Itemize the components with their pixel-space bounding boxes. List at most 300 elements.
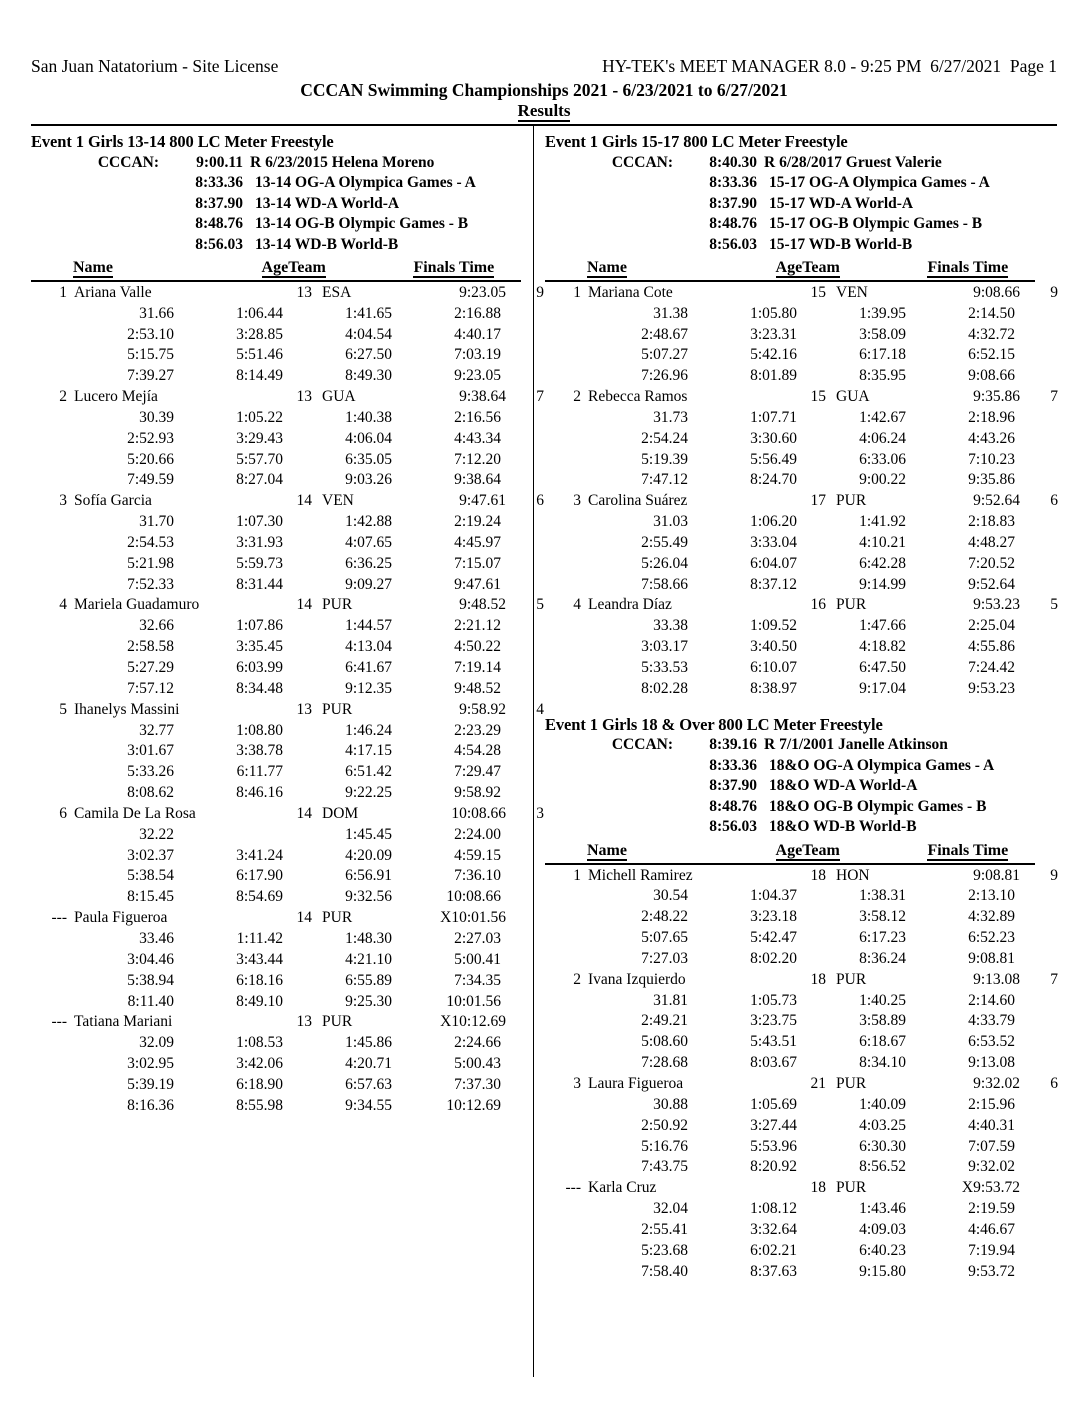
split-row <box>31 929 531 950</box>
split-time: 4:18.82 <box>859 638 906 656</box>
split-time: 4:46.67 <box>968 1220 1015 1238</box>
split-time: 5:39.19 <box>127 1075 174 1093</box>
split-time: 6:18.90 <box>236 1075 283 1093</box>
split-time: 6:04.07 <box>750 554 797 572</box>
swimmer-name: Ivana Izquierdo <box>588 970 686 988</box>
split-time: 2:24.66 <box>454 1034 501 1052</box>
split-time: 4:48.27 <box>968 533 1015 551</box>
split-time: 9:35.86 <box>968 471 1015 489</box>
split-time: 4:50.22 <box>454 638 501 656</box>
split-row <box>545 1137 1045 1158</box>
split-time: 2:16.88 <box>454 304 501 322</box>
standard-description: 18&O OG-A Olympica Games - A <box>769 756 995 774</box>
swimmer-place: 2 <box>573 388 581 406</box>
swimmer-points: 4 <box>536 700 544 718</box>
swimmer-team: PUR <box>322 1013 353 1031</box>
split-time: 4:55.86 <box>968 638 1015 656</box>
split-time: 9:14.99 <box>859 575 906 593</box>
event-block <box>545 131 1058 700</box>
split-time: 2:53.10 <box>127 325 174 343</box>
split-time: 2:21.12 <box>454 617 501 635</box>
split-time: 3:33.04 <box>750 533 797 551</box>
swimmer-points: 5 <box>1050 596 1058 614</box>
split-time: 7:39.27 <box>127 367 174 385</box>
column-header-age-team <box>776 258 886 279</box>
swimmer-place: --- <box>565 1179 581 1197</box>
split-time: 1:08.80 <box>236 721 283 739</box>
standard-label <box>545 817 679 837</box>
standard-row <box>31 235 531 255</box>
split-time: 6:17.18 <box>859 346 906 364</box>
split-time: 5:26.04 <box>641 554 688 572</box>
split-row <box>31 304 531 325</box>
split-time: 6:02.21 <box>750 1241 797 1259</box>
split-time: 1:09.52 <box>750 617 797 635</box>
split-time: 3:28.85 <box>236 325 283 343</box>
split-time: 9:34.55 <box>345 1096 392 1114</box>
split-row <box>545 554 1045 575</box>
event-title: Event 1 Girls 15-17 800 LC Meter Freestyle <box>545 132 848 151</box>
split-time: 3:01.67 <box>127 742 174 760</box>
split-time: 8:37.12 <box>750 575 797 593</box>
split-time: 7:12.20 <box>454 450 501 468</box>
swimmer-name: Rebecca Ramos <box>588 388 688 406</box>
swimmer-place: 5 <box>59 700 67 718</box>
swimmer-age: 21 <box>810 1074 826 1092</box>
split-row <box>31 825 531 846</box>
split-time: 7:20.52 <box>968 554 1015 572</box>
split-time: 4:20.71 <box>345 1055 392 1073</box>
split-time: 6:33.06 <box>859 450 906 468</box>
split-time: 1:07.71 <box>750 408 797 426</box>
split-time: 1:47.66 <box>859 617 906 635</box>
split-time: 8:49.30 <box>345 367 392 385</box>
column-divider <box>533 126 534 1377</box>
swimmer-place: 1 <box>59 283 67 301</box>
split-time: 2:48.67 <box>641 325 688 343</box>
split-time: 9:13.08 <box>968 1054 1015 1072</box>
split-row <box>31 1096 531 1117</box>
swimmer-finals-time: 9:48.52 <box>459 596 506 614</box>
split-time: 10:08.66 <box>446 888 501 906</box>
split-time: 5:56.49 <box>750 450 797 468</box>
split-time: 1:40.09 <box>859 1095 906 1113</box>
swimmer-finals-time: 9:47.61 <box>459 492 506 510</box>
split-time: 5:00.41 <box>454 950 501 968</box>
swimmer-points <box>506 908 544 929</box>
split-time: 1:06.44 <box>236 304 283 322</box>
split-time: 3:02.95 <box>127 1055 174 1073</box>
swimmer-row <box>31 283 544 304</box>
split-row <box>31 533 531 554</box>
split-time: 1:38.31 <box>859 887 906 905</box>
swimmer-finals-time: 9:08.66 <box>973 283 1020 301</box>
split-time: 2:18.96 <box>968 408 1015 426</box>
split-row <box>31 887 531 908</box>
split-time: 2:25.04 <box>968 617 1015 635</box>
split-row <box>31 512 531 533</box>
swimmer-name: Paula Figueroa <box>74 909 168 927</box>
split-time: 4:06.04 <box>345 429 392 447</box>
swimmer-name: Mariana Cote <box>588 283 673 301</box>
split-time: 3:27.44 <box>750 1116 797 1134</box>
split-time: 4:43.34 <box>454 429 501 447</box>
left-column <box>31 131 544 1117</box>
column-header-name-text: Name <box>587 259 627 277</box>
split-time: 1:08.53 <box>236 1034 283 1052</box>
split-time: 7:49.59 <box>127 471 174 489</box>
standard-label <box>31 173 165 193</box>
swimmer-team: GUA <box>322 388 356 406</box>
swimmer-age: 14 <box>296 804 312 822</box>
split-time: 9:38.64 <box>454 471 501 489</box>
swimmer-name: Michell Ramirez <box>588 866 693 884</box>
split-time: 7:37.30 <box>454 1075 501 1093</box>
split-row <box>31 616 531 637</box>
split-time: 5:15.75 <box>127 346 174 364</box>
standard-label <box>545 194 679 214</box>
split-time: 9:23.05 <box>454 367 501 385</box>
standard-description: 15-17 WD-A World-A <box>769 194 914 212</box>
split-time: 1:42.67 <box>859 408 906 426</box>
swimmer-name: Karla Cruz <box>588 1179 657 1197</box>
swimmer-team: PUR <box>836 596 867 614</box>
split-time: 32.77 <box>139 721 174 739</box>
split-row <box>31 992 531 1013</box>
split-row <box>545 658 1045 679</box>
standard-label <box>545 214 679 234</box>
split-row <box>545 304 1045 325</box>
swimmer-age: 18 <box>810 866 826 884</box>
split-time: 33.46 <box>139 929 174 947</box>
split-row <box>545 1053 1045 1074</box>
swimmer-row <box>545 970 1058 991</box>
split-time: 9:52.64 <box>968 575 1015 593</box>
split-row <box>31 575 531 596</box>
split-time: 5:42.47 <box>750 929 797 947</box>
split-time: 8:08.62 <box>127 784 174 802</box>
results-header-rule <box>545 280 1035 282</box>
split-row <box>545 512 1045 533</box>
swimmer-place: 1 <box>573 283 581 301</box>
swimmer-place: 3 <box>59 492 67 510</box>
split-row <box>31 741 531 762</box>
swimmer-name: Mariela Guadamuro <box>74 596 200 614</box>
split-time: 7:58.40 <box>641 1262 688 1280</box>
split-row <box>31 950 531 971</box>
standard-time: 8:56.03 <box>195 235 243 253</box>
split-time: 4:59.15 <box>454 846 501 864</box>
swimmer-points: 7 <box>536 388 544 406</box>
split-time: 7:52.33 <box>127 575 174 593</box>
swimmer-team: PUR <box>322 596 353 614</box>
split-time: 8:36.24 <box>859 949 906 967</box>
split-time: 8:24.70 <box>750 471 797 489</box>
split-time: 33.38 <box>653 617 688 635</box>
column-header-age-team-text: AgeTeam <box>775 841 840 859</box>
swimmer-row <box>545 1178 1045 1199</box>
split-time: 31.66 <box>139 304 174 322</box>
split-row <box>545 949 1045 970</box>
standard-label <box>545 235 679 255</box>
split-time: 2:27.03 <box>454 929 501 947</box>
meet-title: CCCAN Swimming Championships 2021 - 6/23/2021 to 6/27/2021 <box>300 80 788 100</box>
split-time: 3:42.06 <box>236 1055 283 1073</box>
split-time: 9:15.80 <box>859 1262 906 1280</box>
swimmer-name: Leandra Díaz <box>588 596 672 614</box>
standard-description: R 6/23/2015 Helena Moreno <box>250 153 435 171</box>
split-time: 8:55.98 <box>236 1096 283 1114</box>
event-title: Event 1 Girls 18 & Over 800 LC Meter Freestyle <box>545 714 883 734</box>
standard-row <box>545 776 1045 796</box>
split-row <box>545 1241 1045 1262</box>
split-row <box>31 366 531 387</box>
split-time: 2:16.56 <box>454 408 501 426</box>
split-time: 1:40.38 <box>345 408 392 426</box>
split-row <box>31 783 531 804</box>
swimmer-row <box>31 491 544 512</box>
split-time: 10:12.69 <box>446 1096 501 1114</box>
standard-label: CCCAN: <box>611 153 673 171</box>
swimmer-points: 9 <box>536 283 544 301</box>
swimmer-finals-time: X9:53.72 <box>961 1179 1020 1197</box>
swimmer-place: 4 <box>573 596 581 614</box>
swimmer-finals-time: 9:58.92 <box>459 700 506 718</box>
split-row <box>31 1075 531 1096</box>
column-header-name <box>545 841 776 862</box>
swimmer-team: ESA <box>322 283 352 301</box>
column-header-age-team <box>776 841 886 862</box>
split-time: 8:35.95 <box>859 367 906 385</box>
split-time: 1:04.37 <box>750 887 797 905</box>
split-time: 8:14.49 <box>236 367 283 385</box>
swimmer-name: Laura Figueroa <box>588 1074 684 1092</box>
split-time: 4:07.65 <box>345 533 392 551</box>
swimmer-team: DOM <box>322 804 359 822</box>
split-time: 32.22 <box>139 825 174 843</box>
swimmer-points: 6 <box>1050 492 1058 510</box>
split-row <box>545 345 1045 366</box>
split-time: 10:01.56 <box>446 992 501 1010</box>
split-time: 3:23.18 <box>750 908 797 926</box>
software-info: HY-TEK's MEET MANAGER 8.0 - 9:25 PM 6/27/2021 Page 1 <box>602 56 1057 76</box>
split-time: 8:03.67 <box>750 1054 797 1072</box>
standard-description: R 6/28/2017 Gruest Valerie <box>764 153 942 171</box>
swimmer-points: 9 <box>1050 866 1058 884</box>
split-time: 6:57.63 <box>345 1075 392 1093</box>
split-time: 6:42.28 <box>859 554 906 572</box>
split-row <box>31 846 531 867</box>
split-time: 5:38.54 <box>127 867 174 885</box>
split-time: 31.38 <box>653 304 688 322</box>
swimmer-points: 7 <box>1050 388 1058 406</box>
split-time: 30.88 <box>653 1095 688 1113</box>
standard-description: 18&O WD-B World-B <box>769 818 917 836</box>
split-row <box>545 408 1045 429</box>
swimmer-finals-time: X10:01.56 <box>440 909 506 927</box>
split-time: 7:27.03 <box>641 949 688 967</box>
swimmer-place: 6 <box>59 804 67 822</box>
split-time: 6:56.91 <box>345 867 392 885</box>
standard-time: 8:37.90 <box>709 194 757 212</box>
split-time: 6:40.23 <box>859 1241 906 1259</box>
split-time: 3:38.78 <box>236 742 283 760</box>
split-row <box>545 1220 1045 1241</box>
license-text: San Juan Natatorium - Site License <box>31 56 279 76</box>
split-time: 1:05.80 <box>750 304 797 322</box>
swimmer-row <box>31 908 531 929</box>
split-row <box>545 886 1045 907</box>
split-time: 3:29.43 <box>236 429 283 447</box>
split-time: 6:52.15 <box>968 346 1015 364</box>
split-row <box>545 325 1045 346</box>
split-row <box>545 450 1045 471</box>
split-row <box>545 679 1045 700</box>
split-time: 9:03.26 <box>345 471 392 489</box>
swimmer-name: Lucero Mejía <box>74 388 158 406</box>
split-time: 7:34.35 <box>454 971 501 989</box>
standard-description: 13-14 OG-A Olympica Games - A <box>255 174 476 192</box>
split-time: 5:43.51 <box>750 1033 797 1051</box>
split-time <box>188 825 297 846</box>
split-time: 9:47.61 <box>454 575 501 593</box>
split-time: 2:54.24 <box>641 429 688 447</box>
swimmer-place: 4 <box>59 596 67 614</box>
split-time: 9:32.56 <box>345 888 392 906</box>
split-time: 2:48.22 <box>641 908 688 926</box>
split-time: 5:20.66 <box>127 450 174 468</box>
split-time: 4:32.72 <box>968 325 1015 343</box>
split-time: 3:31.93 <box>236 533 283 551</box>
swimmer-row <box>545 387 1058 408</box>
split-time: 8:15.45 <box>127 888 174 906</box>
swimmer-team: GUA <box>836 388 870 406</box>
standard-time: 9:00.11 <box>196 153 243 171</box>
split-row <box>545 1199 1045 1220</box>
swimmer-name: Tatiana Mariani <box>74 1013 173 1031</box>
split-time: 7:58.66 <box>641 575 688 593</box>
split-time: 5:27.29 <box>127 659 174 677</box>
split-time: 3:23.31 <box>750 325 797 343</box>
swimmer-points: 3 <box>536 804 544 822</box>
split-time: 1:48.30 <box>345 929 392 947</box>
swimmer-place: --- <box>51 1013 67 1031</box>
split-time: 2:50.92 <box>641 1116 688 1134</box>
split-time: 8:49.10 <box>236 992 283 1010</box>
split-row <box>545 1116 1045 1137</box>
swimmer-team: PUR <box>836 1179 867 1197</box>
split-time: 3:02.37 <box>127 846 174 864</box>
column-header-finals-time <box>886 258 1008 279</box>
swimmer-points <box>1020 1178 1058 1199</box>
split-time: 5:33.53 <box>641 659 688 677</box>
results-header-rule <box>545 863 1035 865</box>
swimmer-team: PUR <box>322 909 353 927</box>
split-row <box>31 1033 531 1054</box>
split-row <box>545 637 1045 658</box>
swimmer-age: 13 <box>296 700 312 718</box>
split-time: 5:38.94 <box>127 971 174 989</box>
split-row <box>545 470 1045 491</box>
results-table-header <box>545 258 1045 279</box>
split-time: 6:36.25 <box>345 554 392 572</box>
split-time: 9:58.92 <box>454 784 501 802</box>
split-time: 9:00.22 <box>859 471 906 489</box>
swimmer-points: 5 <box>536 596 544 614</box>
column-header-age-team <box>262 258 372 279</box>
split-row <box>545 429 1045 450</box>
split-time: 1:40.25 <box>859 991 906 1009</box>
split-row <box>31 637 531 658</box>
split-time: 4:43.26 <box>968 429 1015 447</box>
swimmer-age: 14 <box>296 596 312 614</box>
swimmer-name: Ihanelys Massini <box>74 700 180 718</box>
split-row <box>545 1095 1045 1116</box>
split-time: 6:47.50 <box>859 659 906 677</box>
swimmer-team: PUR <box>836 970 867 988</box>
swimmer-age: 13 <box>296 1013 312 1031</box>
split-time: 3:43.44 <box>236 950 283 968</box>
column-header-finals-time-text: Finals Time <box>927 259 1009 277</box>
split-time: 1:41.65 <box>345 304 392 322</box>
split-time: 8:34.10 <box>859 1054 906 1072</box>
swimmer-row <box>545 866 1058 887</box>
standard-description: 18&O WD-A World-A <box>769 777 918 795</box>
swimmer-name: Sofía Garcia <box>74 492 152 510</box>
split-time: 8:27.04 <box>236 471 283 489</box>
split-time: 1:43.46 <box>859 1200 906 1218</box>
split-time: 1:08.12 <box>750 1200 797 1218</box>
split-time: 8:16.36 <box>127 1096 174 1114</box>
split-time: 8:46.16 <box>236 784 283 802</box>
split-time: 7:19.14 <box>454 659 501 677</box>
column-header-age-team-text: AgeTeam <box>775 259 840 277</box>
split-time: 4:06.24 <box>859 429 906 447</box>
split-time: 8:34.48 <box>236 679 283 697</box>
standard-row <box>31 214 531 234</box>
split-time: 5:23.68 <box>641 1241 688 1259</box>
page-header <box>31 56 1057 76</box>
swimmer-age: 17 <box>810 492 826 510</box>
swimmer-row <box>545 1074 1058 1095</box>
standard-row <box>545 153 1045 173</box>
split-time: 31.70 <box>139 513 174 531</box>
column-header-name <box>545 258 776 279</box>
split-row <box>545 1262 1045 1283</box>
split-row <box>31 470 531 491</box>
results-table-header <box>31 258 531 279</box>
column-header-name <box>31 258 262 279</box>
split-time: 32.66 <box>139 617 174 635</box>
swimmer-place: --- <box>51 909 67 927</box>
swimmer-points: 6 <box>536 492 544 510</box>
swimmer-name: Camila De La Rosa <box>74 804 196 822</box>
split-row <box>31 345 531 366</box>
split-row <box>31 866 531 887</box>
split-row <box>545 1032 1045 1053</box>
split-time: 6:17.23 <box>859 929 906 947</box>
split-time: 9:53.23 <box>968 679 1015 697</box>
swimmer-age: 15 <box>810 283 826 301</box>
split-time: 2:52.93 <box>127 429 174 447</box>
swimmer-team: VEN <box>322 492 354 510</box>
split-time: 4:04.54 <box>345 325 392 343</box>
swimmer-points: 6 <box>1050 1074 1058 1092</box>
standard-time: 8:56.03 <box>709 235 757 253</box>
standard-time: 8:33.36 <box>195 174 243 192</box>
split-time: 4:10.21 <box>859 533 906 551</box>
swimmer-finals-time: 9:32.02 <box>973 1074 1020 1092</box>
